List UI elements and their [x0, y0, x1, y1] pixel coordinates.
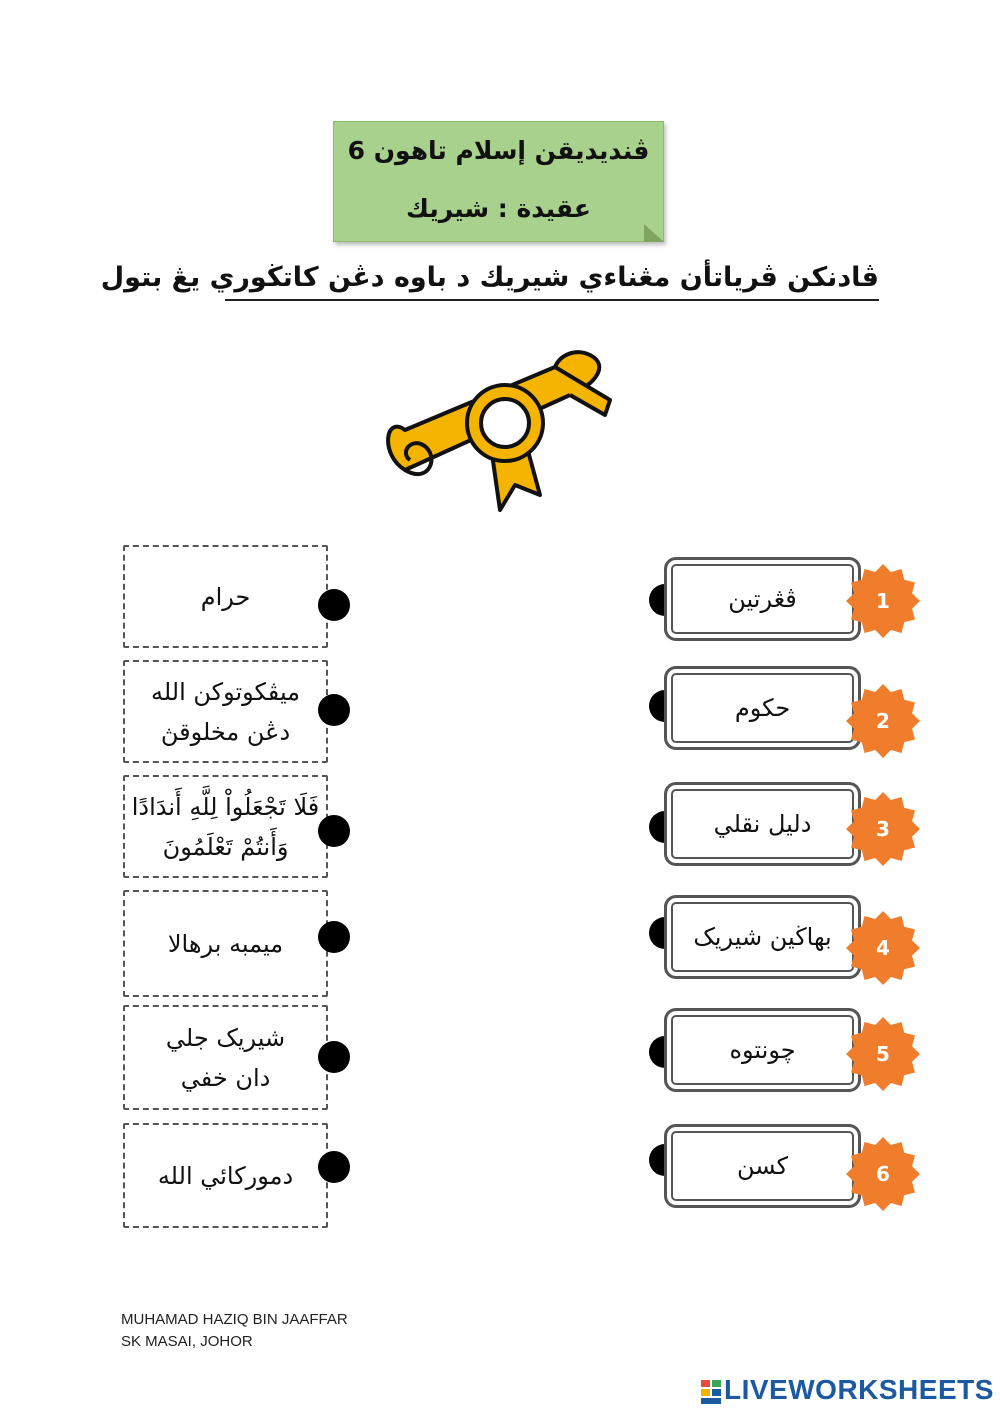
liveworksheets-logo-icon — [700, 1379, 722, 1405]
page-subtitle: عقيدة : شيريك — [406, 194, 591, 223]
term-box-4[interactable]: بهاڬين شيريک — [664, 895, 861, 979]
number-badge-1: 1 — [845, 563, 921, 639]
term-box-2[interactable]: حكوم — [664, 666, 861, 750]
answer-box-3[interactable]: فَلَا تَجْعَلُواْ لِلَّهِ أَندَادًا وَأَنتُمْ تَعْلَمُونَ — [123, 775, 328, 878]
number-badge-3: 3 — [845, 791, 921, 867]
school-name: SK MASAI, JOHOR — [121, 1333, 253, 1350]
number-badge-4: 4 — [845, 910, 921, 986]
brand-logo — [700, 1374, 994, 1406]
term-box-6[interactable]: كسن — [664, 1124, 861, 1208]
term-box-3[interactable]: دليل نقلي — [664, 782, 861, 866]
number-badge-5: 5 — [845, 1016, 921, 1092]
answer-match-dot-5[interactable] — [318, 1041, 350, 1073]
brand-name: LIVEWORKSHEETS — [724, 1374, 994, 1405]
answer-box-5[interactable]: شيريک جلي دان خفي — [123, 1005, 328, 1110]
term-box-1[interactable]: ڤڠرتين — [664, 557, 861, 641]
title-box — [333, 121, 664, 242]
author-credit — [121, 1309, 348, 1353]
page-fold — [644, 224, 664, 242]
answer-match-dot-4[interactable] — [318, 921, 350, 953]
certificate-scroll-icon — [365, 345, 625, 525]
answer-match-dot-2[interactable] — [318, 694, 350, 726]
term-box-5[interactable]: چونتوه — [664, 1008, 861, 1092]
instruction-text: ڤادنكن ڤرياتأن مڠناءي شيريك د باوه دڠن كاتڬوري يڠ بتول — [225, 262, 879, 301]
number-badge-6: 6 — [845, 1136, 921, 1212]
answer-match-dot-3[interactable] — [318, 815, 350, 847]
answer-box-2[interactable]: ميڤكوتوكن الله دڠن مخلوقڽ — [123, 660, 328, 763]
answer-box-6[interactable]: دموركائي الله — [123, 1123, 328, 1228]
number-badge-2: 2 — [845, 683, 921, 759]
answer-box-4[interactable]: ميمبه برهالا — [123, 890, 328, 997]
author-name: MUHAMAD HAZIQ BIN JAAFFAR — [121, 1311, 348, 1328]
answer-match-dot-1[interactable] — [318, 589, 350, 621]
answer-match-dot-6[interactable] — [318, 1151, 350, 1183]
page-title: ڤنديديقن إسلام تاهون 6 — [347, 136, 650, 165]
answer-box-1[interactable]: حرام — [123, 545, 328, 648]
